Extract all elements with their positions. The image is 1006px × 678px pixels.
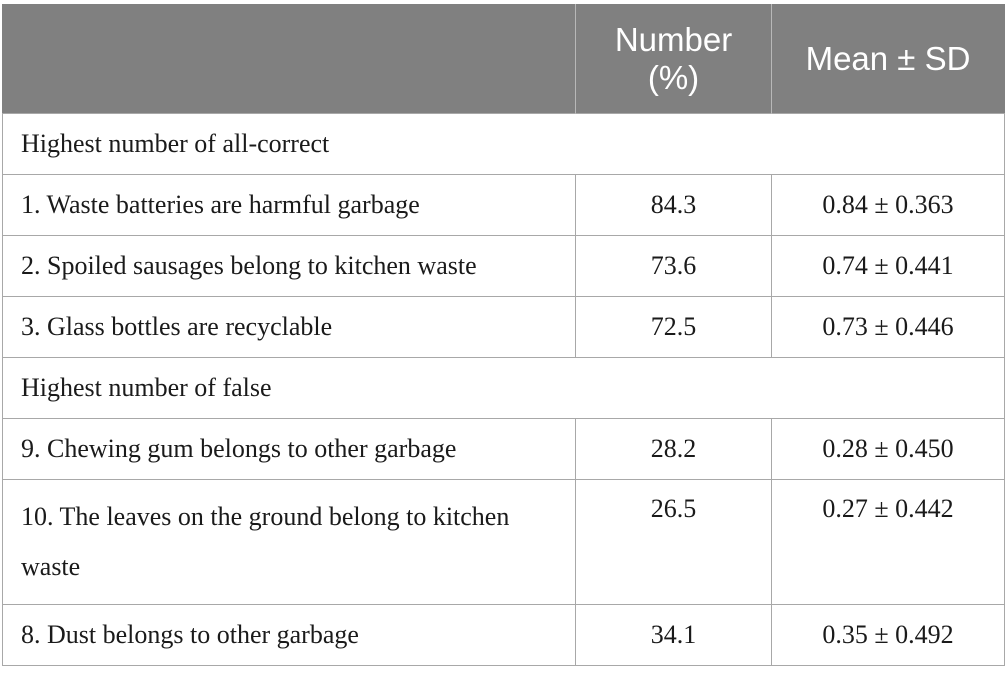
row-item: 9. Chewing gum belongs to other garbage [3, 419, 576, 480]
header-row [3, 5, 1005, 114]
table-row [3, 175, 1005, 236]
row-item: 3. Glass bottles are recyclable [3, 297, 576, 358]
row-mean-sd: 0.28 ± 0.450 [772, 419, 1005, 480]
section-row [3, 358, 1005, 419]
table-row [3, 419, 1005, 480]
row-number: 72.5 [576, 297, 772, 358]
header-item [3, 5, 576, 114]
row-number: 73.6 [576, 236, 772, 297]
header-number-line2: (%) [647, 59, 700, 96]
row-mean-sd: 0.35 ± 0.492 [772, 605, 1005, 666]
table-row [3, 605, 1005, 666]
row-number: 84.3 [576, 175, 772, 236]
data-table [2, 4, 1005, 666]
row-number: 34.1 [576, 605, 772, 666]
row-item: 1. Waste batteries are harmful garbage [3, 175, 576, 236]
section-title: Highest number of false [3, 358, 1005, 419]
section-row [3, 114, 1005, 175]
table-row [3, 297, 1005, 358]
row-number: 28.2 [576, 419, 772, 480]
row-mean-sd: 0.27 ± 0.442 [772, 480, 1005, 605]
row-item: 8. Dust belongs to other garbage [3, 605, 576, 666]
header-number [576, 5, 772, 114]
row-item: 2. Spoiled sausages belong to kitchen waste [3, 236, 576, 297]
section-title: Highest number of all-correct [3, 114, 1005, 175]
row-mean-sd: 0.84 ± 0.363 [772, 175, 1005, 236]
header-mean-sd: Mean ± SD [772, 5, 1005, 114]
row-number: 26.5 [576, 480, 772, 605]
table-row [3, 480, 1005, 605]
row-mean-sd: 0.73 ± 0.446 [772, 297, 1005, 358]
row-mean-sd: 0.74 ± 0.441 [772, 236, 1005, 297]
row-item: 10. The leaves on the ground belong to kitchen waste [3, 480, 576, 605]
table-row [3, 236, 1005, 297]
header-number-line1: Number [614, 21, 733, 58]
